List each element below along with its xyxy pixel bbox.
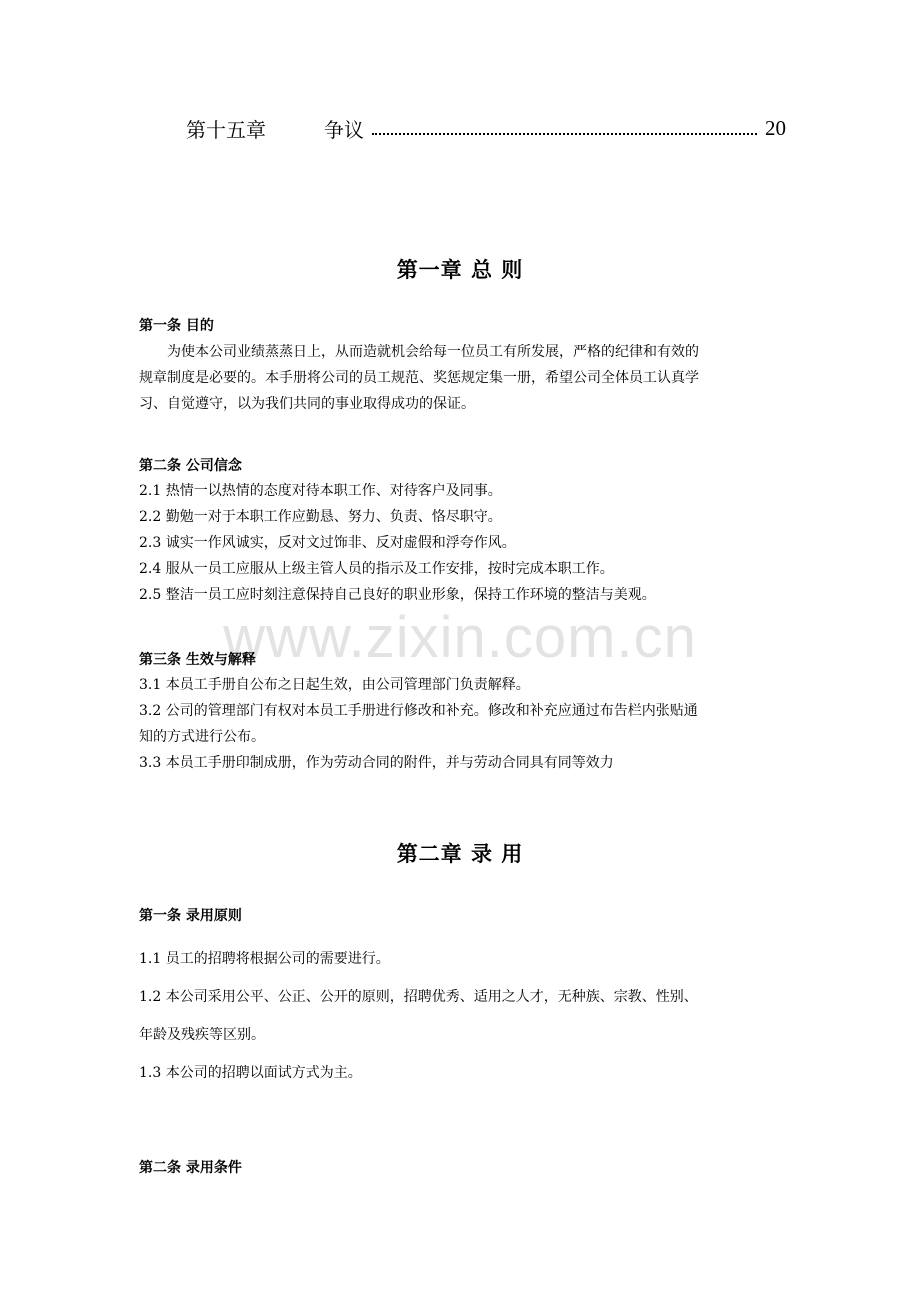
ch1-article1-body: [139, 339, 784, 417]
list-item: 3.3 本员工手册印制成册，作为劳动合同的附件，并与劳动合同具有同等效力: [139, 755, 614, 771]
list-item: 1.2 本公司采用公平、公正、公开的原则，招聘优秀、适用之人才，无种族、宗教、性别、: [139, 989, 698, 1005]
list-item: 1.1 员工的招聘将根据公司的需要进行。: [139, 951, 390, 967]
ch1-article1-heading: 第一条 目的: [139, 318, 214, 334]
list-item: 2.4 服从一员工应服从上级主管人员的指示及工作安排，按时完成本职工作。: [139, 561, 614, 577]
toc-chapter-title: 争议: [324, 117, 364, 142]
toc-dot-leader: [372, 133, 757, 135]
ch2-article1-heading: 第一条 录用原则: [139, 908, 242, 924]
ch1-article1-line: 为使本公司业绩蒸蒸日上，从而造就机会给每一位员工有所发展，严格的纪律和有效的: [167, 344, 699, 360]
list-item: 知的方式进行公布。: [139, 729, 265, 745]
chapter1-title: 第一章 总 则: [396, 257, 524, 282]
ch1-article1-line: 规章制度是必要的。本手册将公司的员工规范、奖惩规定集一册，希望公司全体员工认真学: [139, 370, 699, 386]
list-item: 3.1 本员工手册自公布之日起生效，由公司管理部门负责解释。: [139, 677, 530, 693]
ch1-article2-list: [139, 478, 784, 608]
ch1-article1-line: 习、自觉遵守，以为我们共同的事业取得成功的保证。: [139, 396, 475, 412]
toc-entry[interactable]: [186, 112, 786, 144]
list-item: 2.3 诚实一作风诚实，反对文过饰非、反对虚假和浮夸作风。: [139, 535, 516, 551]
ch1-article3-list: [139, 672, 784, 776]
ch2-article2-heading: 第二条 录用条件: [139, 1160, 242, 1176]
toc-page-number: 20: [765, 115, 786, 140]
ch1-article3-heading: 第三条 生效与解释: [139, 652, 256, 668]
list-item: 2.1 热情一以热情的态度对待本职工作、对待客户及同事。: [139, 483, 502, 499]
chapter2-title: 第二章 录 用: [396, 841, 524, 866]
ch1-article2-heading: 第二条 公司信念: [139, 458, 242, 474]
list-item: 年龄及残疾等区别。: [139, 1027, 265, 1043]
watermark: www.zixin.com.cn: [223, 605, 697, 670]
toc-chapter-number: 第十五章: [186, 117, 266, 142]
ch2-article1-list: [139, 940, 784, 1092]
list-item: 1.3 本公司的招聘以面试方式为主。: [139, 1065, 362, 1081]
list-item: 2.2 勤勉一对于本职工作应勤恳、努力、负责、恪尽职守。: [139, 509, 502, 525]
list-item: 2.5 整洁一员工应时刻注意保持自己良好的职业形象，保持工作环境的整洁与美观。: [139, 587, 656, 603]
list-item: 3.2 公司的管理部门有权对本员工手册进行修改和补充。修改和补充应通过布告栏内张贴通: [139, 703, 698, 719]
